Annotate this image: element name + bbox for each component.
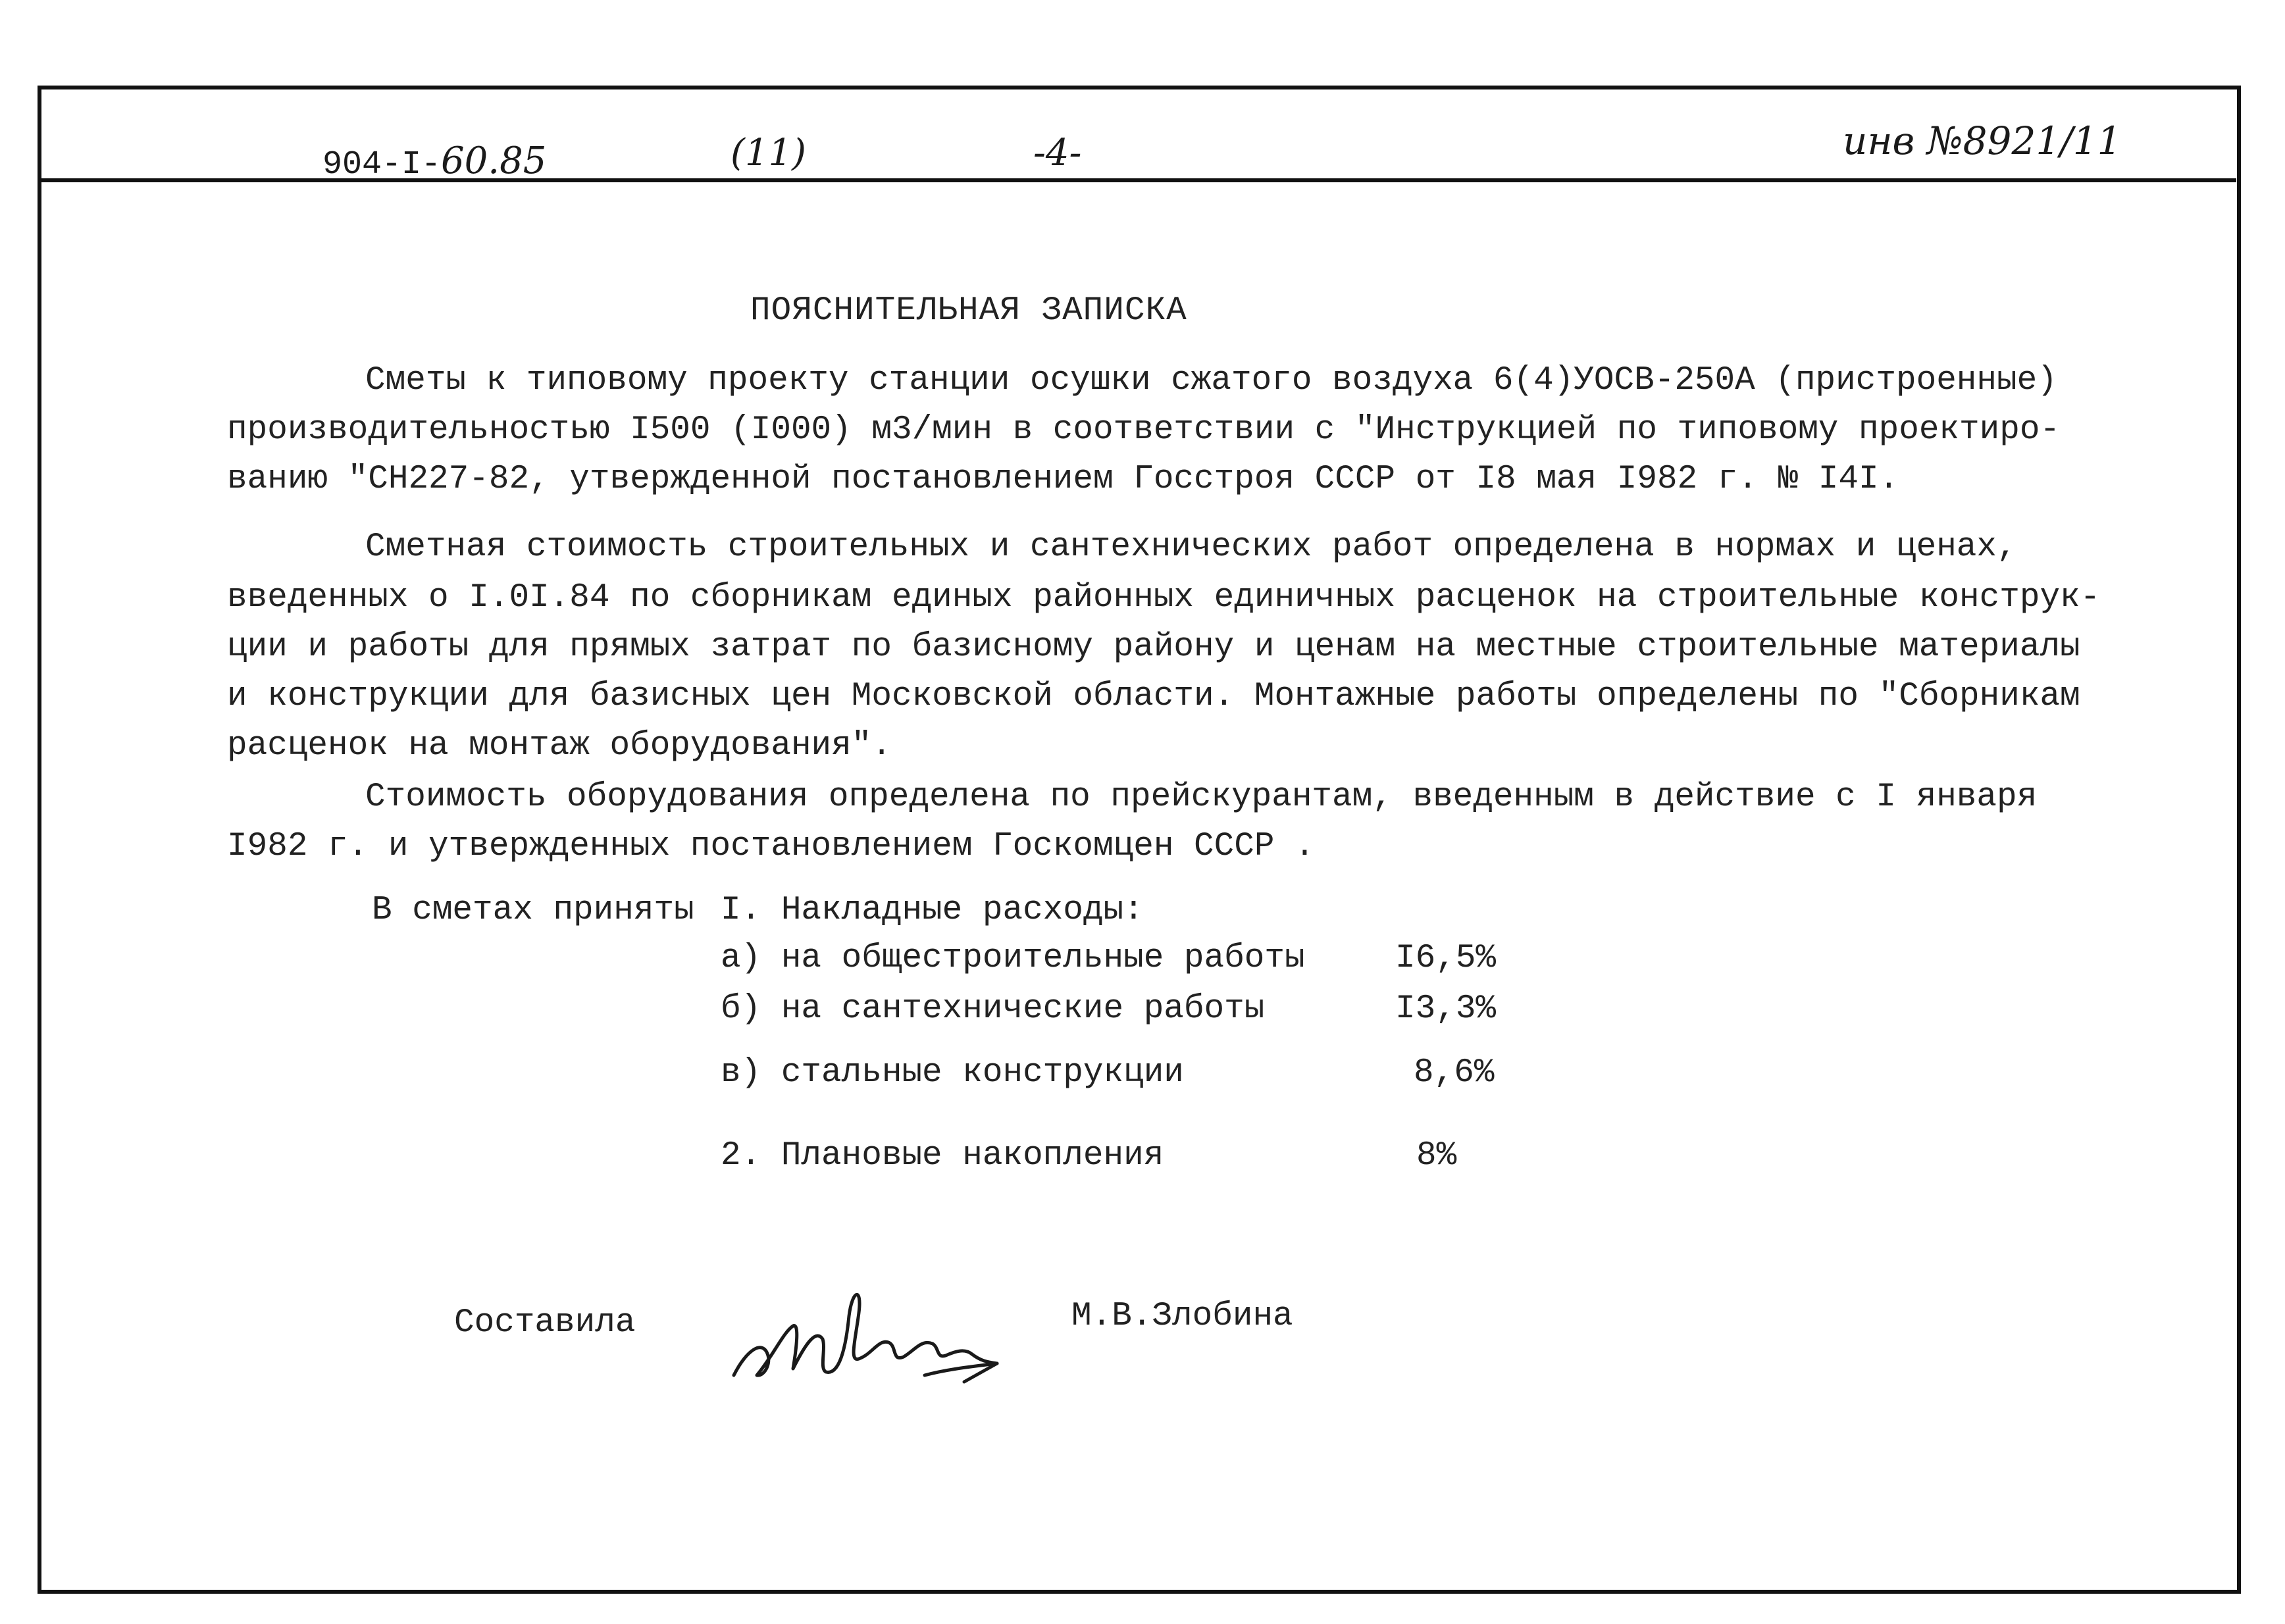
- planned-value: 8%: [1416, 1137, 1457, 1175]
- rates-intro: В сметах приняты: [372, 892, 694, 929]
- page-title: ПОЯСНИТЕЛЬНАЯ ЗАПИСКА: [750, 292, 1187, 330]
- signature-image: [727, 1277, 1030, 1402]
- page-number: -4-: [1033, 132, 1082, 174]
- rate-item-value: 8,6%: [1414, 1054, 1495, 1092]
- paragraph-line: I982 г. и утвержденных постановлением Госкомцен СССР .: [227, 828, 1315, 865]
- album-number: (11): [731, 132, 806, 174]
- paragraph-line: Стоимость оборудования определена по прейскурантам, введенным в действие с I января: [365, 778, 2038, 816]
- doc-number-handwritten: 60.85: [441, 140, 547, 182]
- doc-number: [322, 140, 546, 184]
- rate-item-value: I6,5%: [1395, 940, 1497, 977]
- paragraph-line: производительностью I500 (I000) м3/мин в соответствии с "Инструкцией по типовому проектиро-: [227, 411, 2061, 449]
- paragraph-line: и конструкции для базисных цен Московской области. Монтажные работы определены по "Сборникам: [227, 678, 2080, 715]
- paragraph-line: ции и работы для прямых затрат по базисному району и ценам на местные строительные материалы: [227, 628, 2080, 666]
- planned-label: 2. Плановые накопления: [721, 1137, 1164, 1175]
- compiled-by-label: Составила: [454, 1304, 636, 1342]
- rate-item-label: в) стальные конструкции: [721, 1054, 1184, 1092]
- rate-item-label: а) на общестроительные работы: [721, 940, 1305, 977]
- paragraph-line: ванию "СН227-82, утвержденной постановлением Госстроя СССР от I8 мая I982 г. № I4I.: [227, 461, 1899, 498]
- doc-number-typed: 904-I-: [322, 146, 442, 184]
- paragraph-line: Сметы к типовому проекту станции осушки сжатого воздуха 6(4)УОСВ-250А (пристроенные): [365, 362, 2057, 399]
- paragraph-line: введенных о I.0I.84 по сборникам единых районных единичных расценок на строительные конструк-: [227, 579, 2101, 617]
- overhead-label: I. Накладные расходы:: [721, 892, 1144, 929]
- rate-item-label: б) на сантехнические работы: [721, 990, 1265, 1028]
- compiler-name: М.В.Злобина: [1071, 1298, 1293, 1335]
- paragraph-line: Сметная стоимость строительных и сантехнических работ определена в нормах и ценах,: [365, 528, 2017, 566]
- paragraph-line: расценок на монтаж оборудования".: [227, 727, 892, 765]
- rate-item-value: I3,3%: [1395, 990, 1497, 1028]
- inventory-number: инв №8921/11: [1843, 118, 2122, 163]
